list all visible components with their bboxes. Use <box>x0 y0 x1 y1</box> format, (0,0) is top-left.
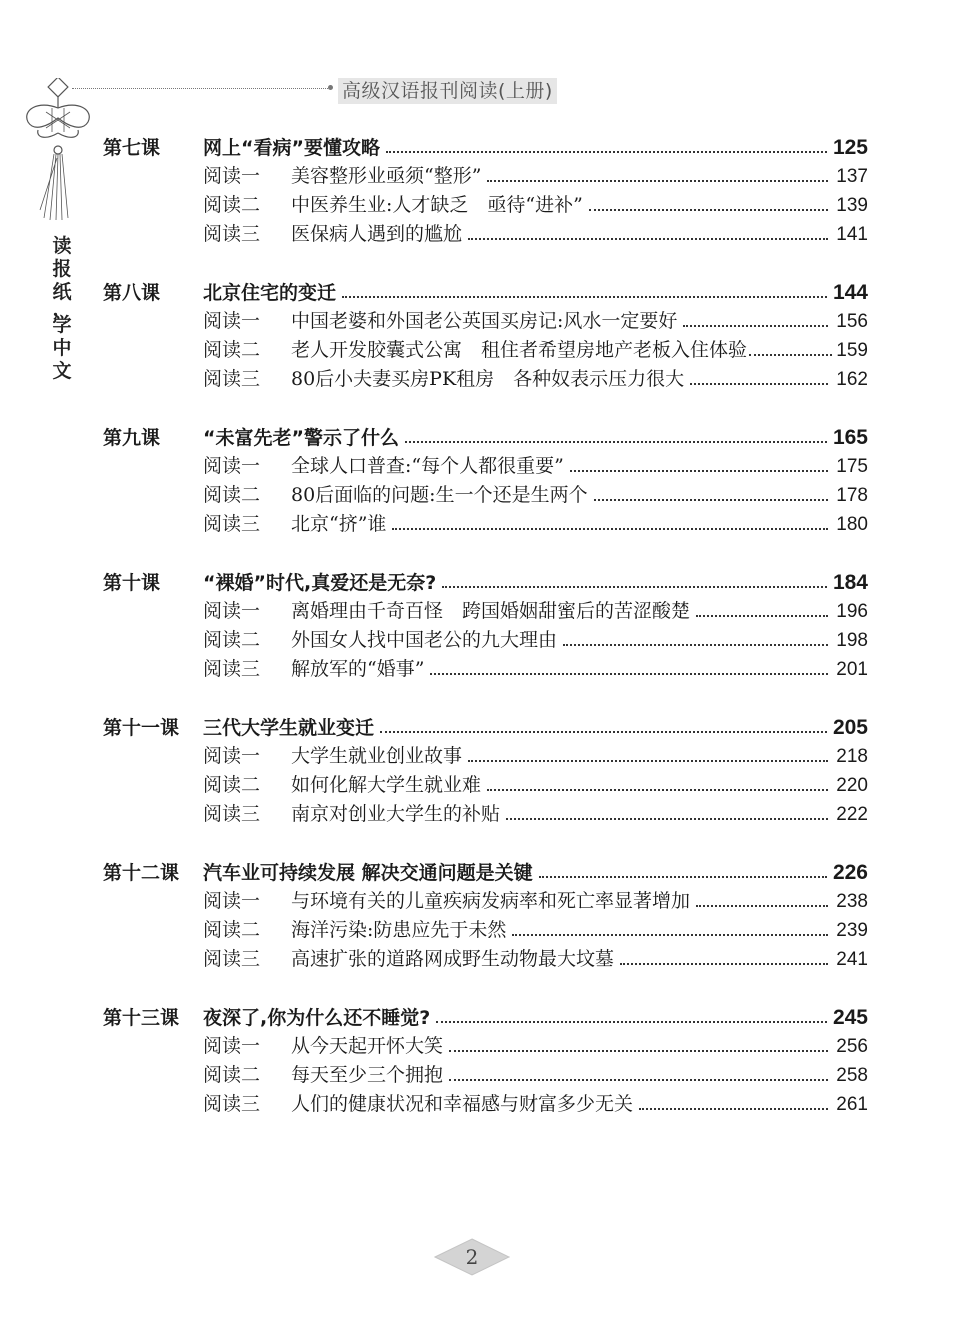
reading-title: 从今天起开怀大笑 <box>291 1035 444 1057</box>
lesson-title: “未富先老”警示了什么 <box>203 427 399 449</box>
vertical-motto <box>48 235 76 383</box>
dot-leader <box>539 876 827 878</box>
page-number: 220 <box>836 775 868 796</box>
lesson-title: 北京住宅的变迁 <box>203 282 337 304</box>
lesson-number: 第十二课 <box>103 862 180 884</box>
reading-label: 阅读一 <box>203 1035 261 1057</box>
dot-leader <box>449 1079 828 1081</box>
lesson-title: 三代大学生就业变迁 <box>203 717 375 739</box>
reading-entry[interactable] <box>103 1032 868 1061</box>
footer-page-number: 2 <box>465 1245 479 1269</box>
reading-entry[interactable] <box>103 1061 868 1090</box>
lesson-number: 第八课 <box>103 282 161 304</box>
lesson-entry[interactable] <box>103 858 868 887</box>
reading-title: 人们的健康状况和幸福感与财富多少无关 <box>291 1093 634 1115</box>
page-number: 178 <box>836 485 868 506</box>
dot-leader <box>683 325 828 327</box>
reading-label: 阅读三 <box>203 368 261 390</box>
lesson-title: 夜深了,你为什么还不睡觉? <box>203 1007 431 1029</box>
page-number: 198 <box>836 630 868 651</box>
dot-leader <box>696 905 828 907</box>
reading-entry[interactable] <box>103 307 868 336</box>
page-number: 175 <box>836 456 868 477</box>
reading-label: 阅读一 <box>203 745 261 767</box>
motto-char: 中 <box>52 337 72 359</box>
page-number: 226 <box>832 861 868 884</box>
lesson-entry[interactable] <box>103 423 868 452</box>
reading-entry[interactable] <box>103 945 868 974</box>
page-number: 165 <box>832 426 868 449</box>
reading-title: 中医养生业:人才缺乏 亟待“进补” <box>291 194 583 216</box>
reading-title: 老人开发胶囊式公寓 租住者希望房地产老板入住体验 <box>291 339 748 361</box>
page-number: 125 <box>832 136 868 159</box>
page-number: 258 <box>836 1065 868 1086</box>
dot-leader <box>405 441 827 443</box>
reading-entry[interactable] <box>103 191 868 220</box>
reading-label: 阅读二 <box>203 339 261 361</box>
reading-title: 美容整形业亟须“整形” <box>291 165 482 187</box>
dot-leader <box>563 644 828 646</box>
dot-leader <box>506 818 828 820</box>
chinese-knot-icon <box>18 78 98 228</box>
dot-leader <box>468 760 828 762</box>
reading-label: 阅读三 <box>203 658 261 680</box>
reading-entry[interactable] <box>103 597 868 626</box>
reading-label: 阅读二 <box>203 629 261 651</box>
reading-label: 阅读二 <box>203 484 261 506</box>
header-rule-dot <box>328 85 333 90</box>
page-number: 205 <box>832 716 868 739</box>
page-number: 144 <box>832 281 868 304</box>
reading-label: 阅读三 <box>203 948 261 970</box>
reading-label: 阅读二 <box>203 919 261 941</box>
reading-title: 全球人口普查:“每个人都很重要” <box>291 455 564 477</box>
lesson-block <box>103 133 868 249</box>
reading-title: 南京对创业大学生的补贴 <box>291 803 501 825</box>
reading-entry[interactable] <box>103 452 868 481</box>
lesson-block <box>103 1003 868 1119</box>
lesson-entry[interactable] <box>103 133 868 162</box>
lesson-block <box>103 278 868 394</box>
reading-title: 外国女人找中国老公的九大理由 <box>291 629 558 651</box>
dot-leader <box>690 383 828 385</box>
reading-label: 阅读二 <box>203 194 261 216</box>
dot-leader <box>487 180 828 182</box>
lesson-entry[interactable] <box>103 1003 868 1032</box>
dot-leader <box>594 499 828 501</box>
page-number: 137 <box>836 166 868 187</box>
reading-entry[interactable] <box>103 742 868 771</box>
motto-char: ， <box>52 298 72 320</box>
reading-title: 解放军的“婚事” <box>291 658 425 680</box>
reading-entry[interactable] <box>103 887 868 916</box>
dot-leader <box>512 934 828 936</box>
reading-label: 阅读一 <box>203 600 261 622</box>
reading-entry[interactable] <box>103 336 868 365</box>
motto-char: 纸 <box>52 281 72 303</box>
page-number: 162 <box>836 369 868 390</box>
reading-entry[interactable] <box>103 1090 868 1119</box>
reading-entry[interactable] <box>103 510 868 539</box>
book-title: 高级汉语报刊阅读(上册) <box>338 78 557 104</box>
page-number: 218 <box>836 746 868 767</box>
page-number: 196 <box>836 601 868 622</box>
reading-label: 阅读三 <box>203 803 261 825</box>
dot-leader <box>589 209 828 211</box>
page-number: 159 <box>836 340 868 361</box>
lesson-number: 第十一课 <box>103 717 180 739</box>
page-number: 256 <box>836 1036 868 1057</box>
motto-char: 读 <box>52 235 72 257</box>
dot-leader <box>392 528 828 530</box>
page-number: 180 <box>836 514 868 535</box>
reading-entry[interactable] <box>103 626 868 655</box>
dot-leader <box>620 963 828 965</box>
reading-title: 每天至少三个拥抱 <box>291 1064 444 1086</box>
reading-label: 阅读三 <box>203 1093 261 1115</box>
reading-entry[interactable] <box>103 220 868 249</box>
dot-leader <box>749 354 832 356</box>
reading-title: 北京“挤”谁 <box>291 513 387 535</box>
dot-leader <box>570 470 828 472</box>
lesson-entry[interactable] <box>103 713 868 742</box>
reading-label: 阅读一 <box>203 455 261 477</box>
reading-label: 阅读三 <box>203 223 261 245</box>
lesson-block <box>103 858 868 974</box>
reading-label: 阅读一 <box>203 165 261 187</box>
lesson-title: “裸婚”时代,真爱还是无奈? <box>203 572 437 594</box>
page-number: 245 <box>832 1006 868 1029</box>
reading-title: 离婚理由千奇百怪 跨国婚姻甜蜜后的苦涩酸楚 <box>291 600 691 622</box>
reading-entry[interactable] <box>103 655 868 684</box>
reading-label: 阅读二 <box>203 774 261 796</box>
reading-entry[interactable] <box>103 481 868 510</box>
reading-title: 医保病人遇到的尴尬 <box>291 223 463 245</box>
reading-label: 阅读一 <box>203 890 261 912</box>
dot-leader <box>639 1108 828 1110</box>
reading-entry[interactable] <box>103 162 868 191</box>
reading-title: 与环境有关的儿童疾病发病率和死亡率显著增加 <box>291 890 691 912</box>
dot-leader <box>342 296 827 298</box>
lesson-block <box>103 423 868 539</box>
dot-leader <box>468 238 828 240</box>
lesson-block <box>103 713 868 829</box>
lesson-number: 第十课 <box>103 572 161 594</box>
lesson-number: 第七课 <box>103 137 161 159</box>
page-number: 141 <box>836 224 868 245</box>
dot-leader <box>436 1021 827 1023</box>
lesson-block <box>103 568 868 684</box>
reading-entry[interactable] <box>103 800 868 829</box>
reading-entry[interactable] <box>103 365 868 394</box>
lesson-number: 第十三课 <box>103 1007 180 1029</box>
reading-title: 如何化解大学生就业难 <box>291 774 482 796</box>
reading-label: 阅读一 <box>203 310 261 332</box>
dot-leader <box>696 615 828 617</box>
dot-leader <box>386 151 827 153</box>
page-number: 261 <box>836 1094 868 1115</box>
reading-title: 海洋污染:防患应先于未然 <box>291 919 507 941</box>
reading-entry[interactable] <box>103 771 868 800</box>
page-number: 156 <box>836 311 868 332</box>
reading-entry[interactable] <box>103 916 868 945</box>
lesson-number: 第九课 <box>103 427 161 449</box>
motto-char: 学 <box>52 314 72 336</box>
page-number: 222 <box>836 804 868 825</box>
dot-leader <box>487 789 828 791</box>
lesson-title: 网上“看病”要懂攻略 <box>203 137 380 159</box>
reading-title: 中国老婆和外国老公英国买房记:风水一定要好 <box>291 310 678 332</box>
reading-title: 80后面临的问题:生一个还是生两个 <box>291 484 588 506</box>
page-number: 241 <box>836 949 868 970</box>
page-number-badge <box>434 1238 510 1276</box>
dot-leader <box>430 673 828 675</box>
reading-label: 阅读二 <box>203 1064 261 1086</box>
header-dotted-rule <box>72 88 330 89</box>
page-number: 239 <box>836 920 868 941</box>
table-of-contents <box>103 133 868 1148</box>
lesson-title: 汽车业可持续发展 解决交通问题是关键 <box>203 862 533 884</box>
reading-title: 大学生就业创业故事 <box>291 745 463 767</box>
reading-label: 阅读三 <box>203 513 261 535</box>
lesson-entry[interactable] <box>103 278 868 307</box>
dot-leader <box>449 1050 828 1052</box>
reading-title: 高速扩张的道路网成野生动物最大坟墓 <box>291 948 615 970</box>
page-number: 201 <box>836 659 868 680</box>
page-number: 184 <box>832 571 868 594</box>
page-number: 238 <box>836 891 868 912</box>
motto-char: 文 <box>52 360 72 382</box>
lesson-entry[interactable] <box>103 568 868 597</box>
reading-title: 80后小夫妻买房PK租房 各种奴表示压力很大 <box>291 368 685 390</box>
dot-leader <box>442 586 827 588</box>
dot-leader <box>380 731 827 733</box>
motto-char: 报 <box>52 258 72 280</box>
page-number: 139 <box>836 195 868 216</box>
